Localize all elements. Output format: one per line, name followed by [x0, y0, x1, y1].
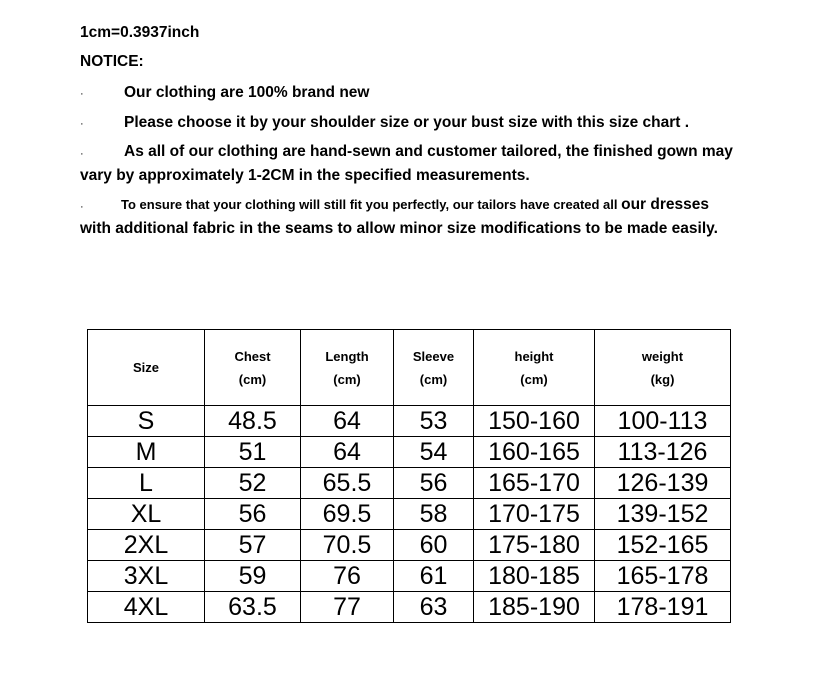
notice-heading: NOTICE: — [80, 53, 144, 70]
cell-sleeve: 53 — [394, 406, 474, 437]
header-label: Chest — [234, 348, 271, 364]
header-unit: (cm) — [419, 371, 448, 387]
cell-weight: 139-152 — [595, 499, 731, 530]
header-size — [88, 330, 205, 406]
note-extra-fabric-start: To ensure that your clothing will still fit you perfectly, our tailors have created all — [121, 197, 622, 212]
header-unit: (cm) — [520, 371, 548, 387]
cell-size: L — [88, 468, 205, 499]
size-chart-table — [87, 329, 731, 623]
table-row — [88, 561, 731, 592]
cell-sleeve: 61 — [394, 561, 474, 592]
header-unit: (kg) — [650, 371, 675, 387]
cell-length: 70.5 — [301, 530, 394, 561]
cell-weight: 178-191 — [595, 592, 731, 623]
bullet-marker: · — [80, 148, 84, 160]
cell-weight: 113-126 — [595, 437, 731, 468]
cell-sleeve: 54 — [394, 437, 474, 468]
header-sleeve — [394, 330, 474, 406]
cell-sleeve: 58 — [394, 499, 474, 530]
cell-weight: 152-165 — [595, 530, 731, 561]
cell-sleeve: 63 — [394, 592, 474, 623]
cell-length: 64 — [301, 437, 394, 468]
table-row — [88, 468, 731, 499]
table-row — [88, 592, 731, 623]
cell-length: 69.5 — [301, 499, 394, 530]
note-extra-fabric — [80, 193, 740, 241]
cell-size: 2XL — [88, 530, 205, 561]
header-chest — [205, 330, 301, 406]
cell-height: 170-175 — [474, 499, 595, 530]
cell-size: S — [88, 406, 205, 437]
cell-weight: 100-113 — [595, 406, 731, 437]
note-extra-fabric-rest: our dresses with additional fabric in the seams to allow minor size modifications to be made easily. — [80, 196, 718, 237]
cell-sleeve: 56 — [394, 468, 474, 499]
cell-weight: 126-139 — [595, 468, 731, 499]
note-hand-sewn: As all of our clothing are hand-sewn and customer tailored, the finished gown may vary by approximately 1-2CM in the specified measurements. — [80, 143, 733, 184]
cell-height: 175-180 — [474, 530, 595, 561]
cell-height: 160-165 — [474, 437, 595, 468]
cell-size: XL — [88, 499, 205, 530]
header-label: Size — [132, 360, 159, 375]
table-row — [88, 406, 731, 437]
cell-sleeve: 60 — [394, 530, 474, 561]
header-label: height — [514, 348, 554, 364]
cell-chest: 59 — [205, 561, 301, 592]
cell-length: 77 — [301, 592, 394, 623]
cell-height: 180-185 — [474, 561, 595, 592]
cell-chest: 51 — [205, 437, 301, 468]
cell-chest: 48.5 — [205, 406, 301, 437]
header-height — [474, 330, 595, 406]
header-label: Sleeve — [412, 348, 455, 364]
cell-size: 3XL — [88, 561, 205, 592]
cell-chest: 52 — [205, 468, 301, 499]
cell-height: 165-170 — [474, 468, 595, 499]
table-header-row — [88, 330, 731, 406]
note-choose-size: Please choose it by your shoulder size or your bust size with this size chart . — [124, 114, 690, 131]
cell-length: 64 — [301, 406, 394, 437]
cell-height: 150-160 — [474, 406, 595, 437]
cell-weight: 165-178 — [595, 561, 731, 592]
header-unit: (cm) — [238, 371, 267, 387]
cell-height: 185-190 — [474, 592, 595, 623]
table-row — [88, 530, 731, 561]
table-row — [88, 499, 731, 530]
header-unit: (cm) — [333, 371, 361, 387]
header-label: Length — [325, 348, 369, 364]
bullet-marker: · — [80, 88, 84, 100]
note-brand-new: Our clothing are 100% brand new — [124, 84, 370, 101]
header-weight — [595, 330, 731, 406]
table-row — [88, 437, 731, 468]
unit-conversion: 1cm=0.3937inch — [80, 24, 200, 41]
header-label: weight — [641, 348, 684, 364]
cell-chest: 63.5 — [205, 592, 301, 623]
cell-size: 4XL — [88, 592, 205, 623]
bullet-marker: · — [80, 118, 84, 130]
bullet-marker: · — [80, 201, 84, 213]
cell-chest: 56 — [205, 499, 301, 530]
cell-length: 76 — [301, 561, 394, 592]
cell-size: M — [88, 437, 205, 468]
header-length — [301, 330, 394, 406]
cell-chest: 57 — [205, 530, 301, 561]
cell-length: 65.5 — [301, 468, 394, 499]
